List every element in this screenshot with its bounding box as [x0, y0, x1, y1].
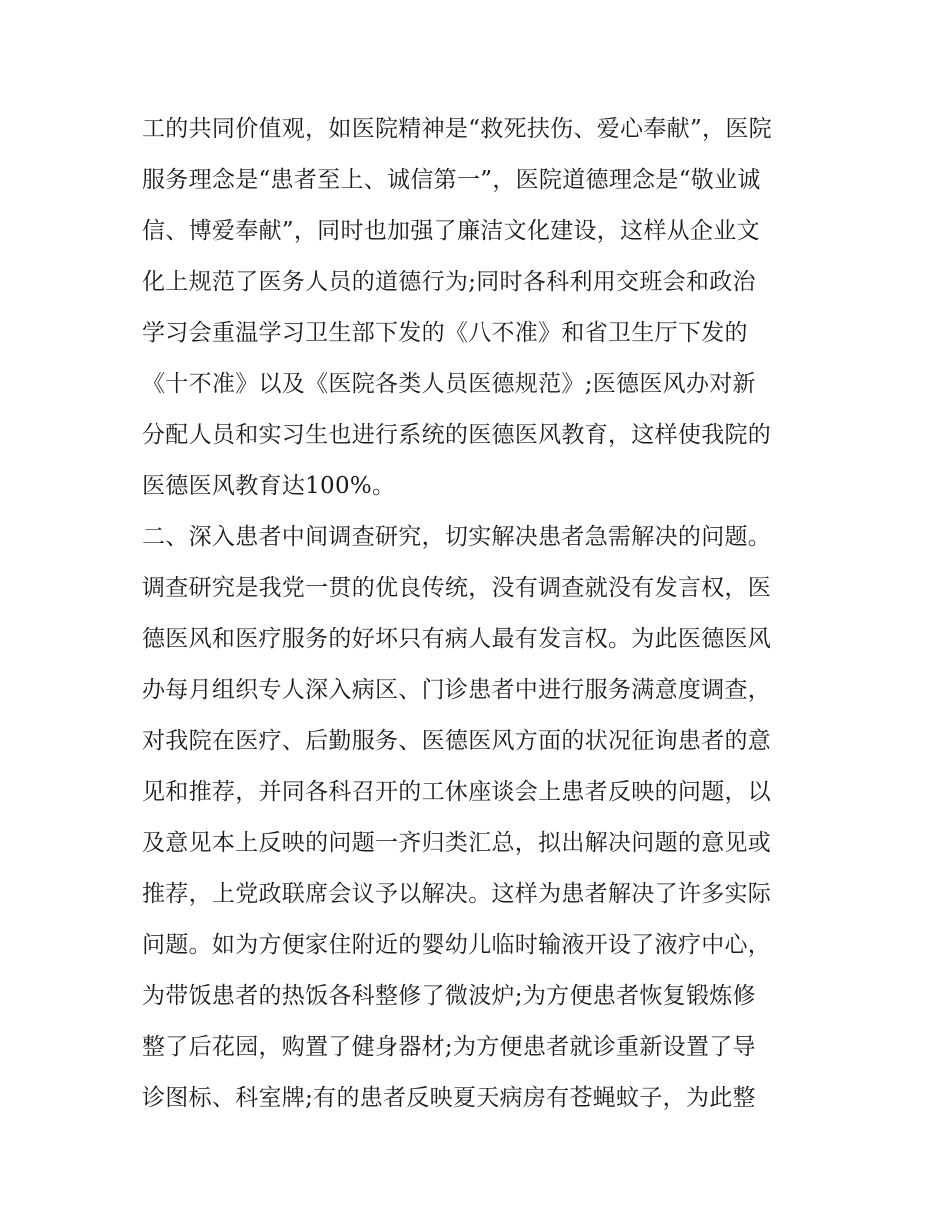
text-line: 《十不准》以及《医院各类人员医德规范》;医德医风办对新 [142, 371, 756, 397]
text-line: 对我院在医疗、后勤服务、医德医风方面的状况征询患者的意 [142, 728, 772, 754]
text-line: 分配人员和实习生也进行系统的医德医风教育，这样使我院的 [142, 422, 772, 448]
text-line: 调查研究是我党一贯的优良传统，没有调查就没有发言权，医 [142, 575, 772, 601]
section-heading: 二、深入患者中间调查研究，切实解决患者急需解决的问题。 [142, 524, 772, 550]
text-line: 为带饭患者的热饭各科整修了微波炉;为方便患者恢复锻炼修 [142, 983, 756, 1009]
text-line: 化上规范了医务人员的道德行为;同时各科利用交班会和政治 [142, 269, 756, 295]
text-line: 信、博爱奉献”，同时也加强了廉洁文化建设，这样从企业文 [142, 218, 760, 244]
text-line: 工的共同价值观，如医院精神是“救死扶伤、爱心奉献”，医院 [142, 116, 772, 142]
text-line: 医德医风教育达100%。 [142, 473, 396, 499]
text-line: 问题。如为方便家住附近的婴幼儿临时输液开设了液疗中心， [142, 932, 772, 958]
text-line: 办每月组织专人深入病区、门诊患者中进行服务满意度调查， [142, 677, 772, 703]
text-line: 学习会重温学习卫生部下发的《八不准》和省卫生厅下发的 [142, 320, 748, 346]
text-line: 推荐，上党政联席会议予以解决。这样为患者解决了许多实际 [142, 881, 772, 907]
text-line: 及意见本上反映的问题一齐归类汇总，拟出解决问题的意见或 [142, 830, 772, 856]
text-line: 服务理念是“患者至上、诚信第一”，医院道德理念是“敬业诚 [142, 167, 761, 193]
text-line: 见和推荐，并同各科召开的工休座谈会上患者反映的问题，以 [142, 779, 772, 805]
text-line: 整了后花园，购置了健身器材;为方便患者就诊重新设置了导 [142, 1034, 756, 1060]
document-body [142, 104, 812, 1124]
text-line: 德医风和医疗服务的好坏只有病人最有发言权。为此医德医风 [142, 626, 772, 652]
text-line: 诊图标、科室牌;有的患者反映夏天病房有苍蝇蚊子，为此整 [142, 1085, 756, 1111]
